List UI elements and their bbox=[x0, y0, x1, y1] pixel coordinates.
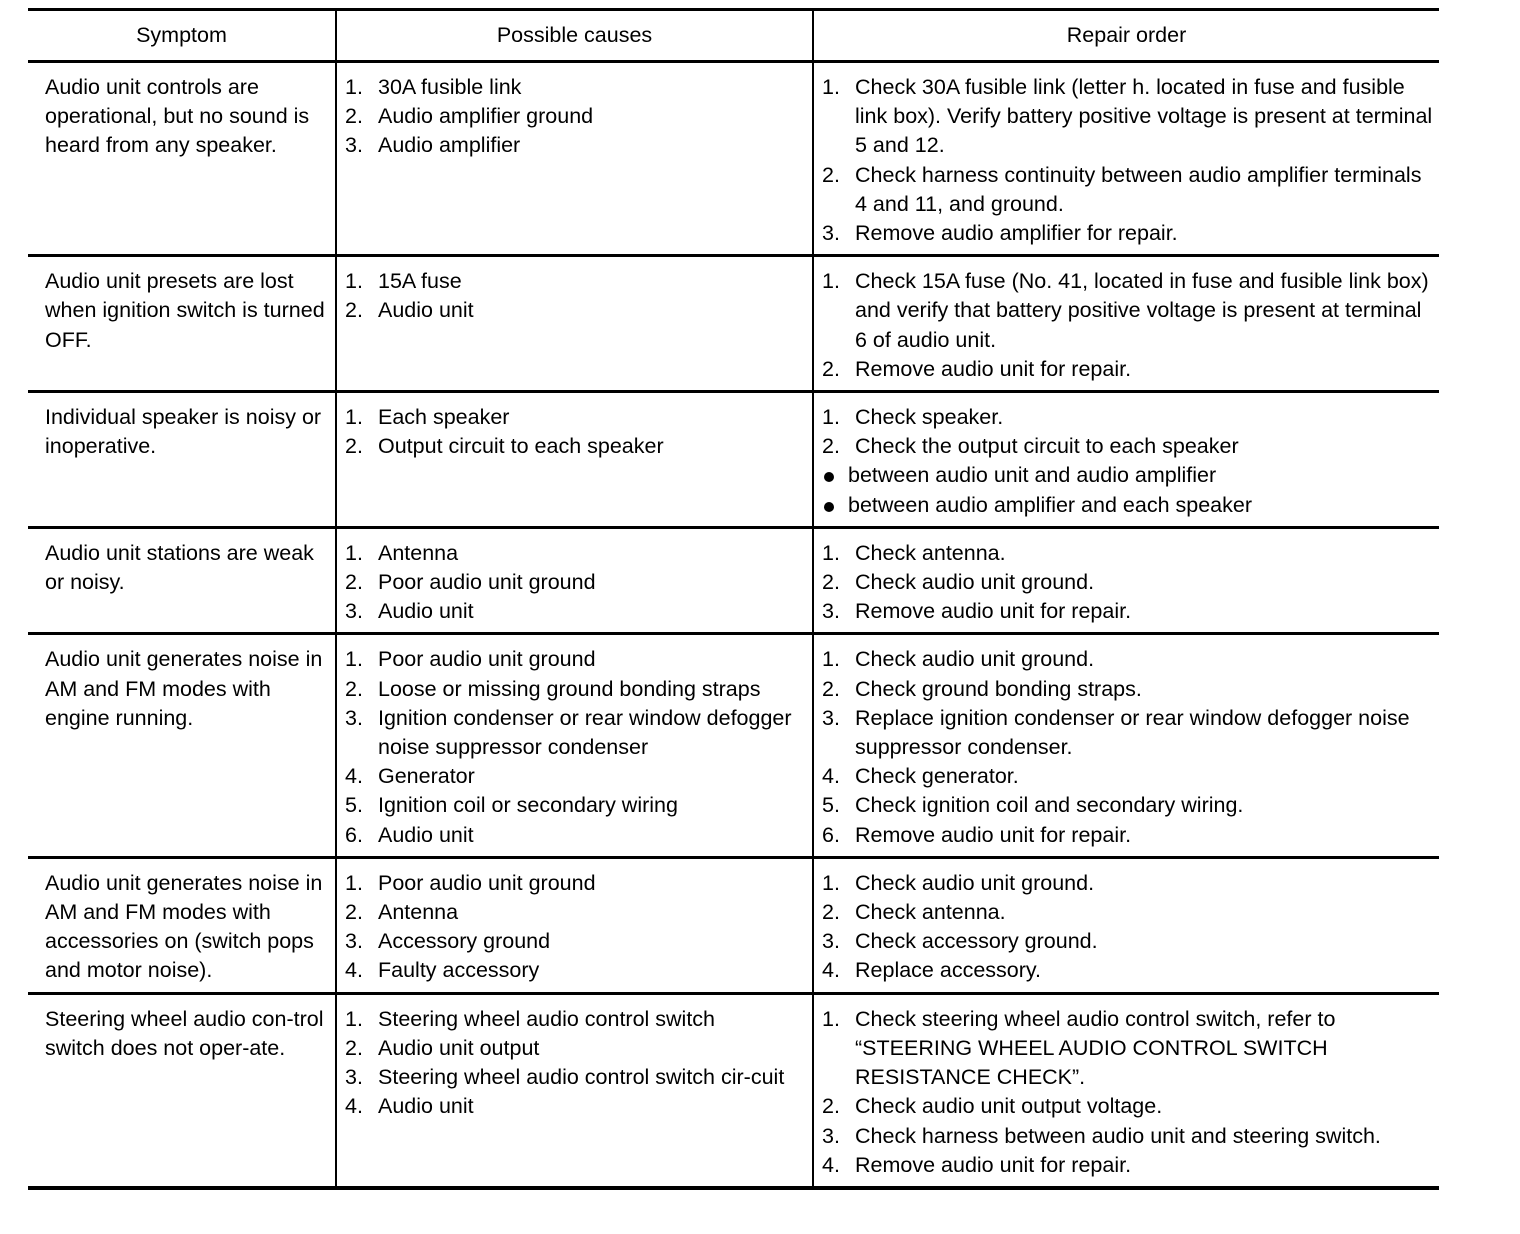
cause-text: Faulty accessory bbox=[378, 958, 540, 983]
repair-step-item bbox=[822, 898, 1435, 927]
possible-causes-cell bbox=[336, 62, 813, 256]
cause-list bbox=[345, 645, 808, 849]
repair-step-list bbox=[822, 403, 1435, 461]
repair-step-item bbox=[822, 956, 1435, 985]
repair-step-number: 2. bbox=[822, 1094, 840, 1119]
cause-number: 2. bbox=[345, 570, 363, 595]
cause-item bbox=[345, 403, 808, 432]
possible-causes-cell bbox=[336, 993, 813, 1188]
repair-step-list bbox=[822, 869, 1435, 986]
header-possible-causes: Possible causes bbox=[336, 10, 813, 62]
repair-step-list bbox=[822, 1005, 1435, 1180]
cause-text: 30A fusible link bbox=[378, 75, 522, 99]
table-row bbox=[28, 634, 1439, 857]
cause-number: 4. bbox=[345, 764, 363, 789]
symptom-cell: Audio unit controls are operational, but no sound is heard from any speaker. bbox=[28, 62, 336, 256]
repair-step-number: 5. bbox=[822, 793, 840, 818]
header-symptom: Symptom bbox=[28, 10, 336, 62]
cause-text: Poor audio unit ground bbox=[378, 870, 596, 895]
repair-step-text: Remove audio amplifier for repair. bbox=[855, 221, 1178, 246]
repair-step-text: Remove audio unit for repair. bbox=[855, 822, 1132, 847]
symptom-cell: Audio unit presets are lost when ignition switch is turned OFF. bbox=[28, 256, 336, 392]
repair-step-item bbox=[822, 1122, 1435, 1151]
cause-item bbox=[345, 675, 808, 704]
cause-number: 1. bbox=[345, 75, 363, 99]
cause-text: Poor audio unit ground bbox=[378, 570, 596, 595]
table-row bbox=[28, 392, 1439, 528]
cause-text: Audio unit bbox=[378, 599, 474, 624]
cause-text: Loose or missing ground bonding straps bbox=[378, 676, 761, 701]
possible-causes-cell bbox=[336, 634, 813, 857]
repair-step-list bbox=[822, 645, 1435, 849]
repair-step-number: 2. bbox=[822, 434, 840, 459]
troubleshooting-table bbox=[28, 8, 1439, 1190]
repair-step-number: 1. bbox=[822, 1006, 840, 1031]
table-row bbox=[28, 527, 1439, 634]
repair-step-item bbox=[822, 161, 1435, 219]
table-body bbox=[28, 62, 1439, 1188]
cause-list bbox=[345, 1005, 808, 1122]
repair-step-list bbox=[822, 267, 1435, 384]
repair-order-cell bbox=[813, 256, 1439, 392]
cause-item bbox=[345, 597, 808, 626]
repair-step-text: Replace accessory. bbox=[855, 958, 1042, 983]
cause-text: Each speaker bbox=[378, 405, 510, 430]
cause-text: Audio amplifier ground bbox=[378, 104, 594, 129]
repair-step-item bbox=[822, 73, 1435, 161]
symptom-cell: Audio unit stations are weak or noisy. bbox=[28, 527, 336, 634]
cause-number: 5. bbox=[345, 793, 363, 818]
possible-causes-cell bbox=[336, 256, 813, 392]
symptom-cell: Steering wheel audio con-trol switch does not oper-ate. bbox=[28, 993, 336, 1188]
cause-text: Output circuit to each speaker bbox=[378, 434, 664, 459]
repair-step-list bbox=[822, 539, 1435, 627]
cause-number: 3. bbox=[345, 133, 363, 158]
cause-item bbox=[345, 267, 808, 296]
cause-text: Antenna bbox=[378, 900, 459, 925]
repair-step-text: Check audio unit ground. bbox=[855, 570, 1095, 595]
cause-item bbox=[345, 1092, 808, 1121]
repair-order-cell bbox=[813, 857, 1439, 993]
repair-step-text: Remove audio unit for repair. bbox=[855, 599, 1132, 624]
repair-step-number: 2. bbox=[822, 162, 840, 187]
repair-step-text: Check audio unit ground. bbox=[855, 870, 1095, 895]
symptom-cell: Individual speaker is noisy or inoperative. bbox=[28, 392, 336, 528]
repair-step-item bbox=[822, 927, 1435, 956]
repair-step-text: Check 30A fusible link (letter h. located in fuse and fusible link box). Verify battery positive voltage is present at terminal 5 and 12. bbox=[855, 75, 1433, 158]
repair-step-number: 2. bbox=[822, 570, 840, 595]
cause-text: Steering wheel audio control switch cir-cuit bbox=[378, 1065, 785, 1090]
cause-number: 3. bbox=[345, 1065, 363, 1090]
repair-step-number: 1. bbox=[822, 269, 840, 294]
repair-step-item bbox=[822, 1092, 1435, 1121]
cause-number: 2. bbox=[345, 1035, 363, 1060]
cause-item bbox=[345, 762, 808, 791]
symptom-cell: Audio unit generates noise in AM and FM modes with engine running. bbox=[28, 634, 336, 857]
cause-text: Audio unit bbox=[378, 298, 474, 323]
cause-text: Ignition condenser or rear window defogger noise suppressor condenser bbox=[378, 705, 792, 760]
repair-bullet-list bbox=[822, 461, 1435, 519]
repair-step-item bbox=[822, 869, 1435, 898]
repair-step-text: Remove audio unit for repair. bbox=[855, 356, 1132, 381]
repair-step-text: Check steering wheel audio control switch, refer to “STEERING WHEEL AUDIO CONTROL SWITCH RESISTANCE CHECK”. bbox=[855, 1006, 1336, 1090]
repair-step-item bbox=[822, 403, 1435, 432]
cause-item bbox=[345, 539, 808, 568]
cause-item bbox=[345, 956, 808, 985]
repair-step-item bbox=[822, 267, 1435, 355]
repair-step-text: Check speaker. bbox=[855, 405, 1004, 430]
cause-text: Audio unit bbox=[378, 1094, 474, 1119]
repair-step-text: Replace ignition condenser or rear window defogger noise suppressor condenser. bbox=[855, 705, 1410, 760]
repair-step-number: 1. bbox=[822, 75, 840, 99]
cause-number: 2. bbox=[345, 900, 363, 925]
header-row bbox=[28, 10, 1439, 62]
repair-step-number: 3. bbox=[822, 1123, 840, 1148]
repair-step-text: Check audio unit output voltage. bbox=[855, 1094, 1163, 1119]
repair-step-number: 4. bbox=[822, 764, 840, 789]
repair-step-list bbox=[822, 73, 1435, 248]
cause-list bbox=[345, 403, 808, 461]
cause-text: Accessory ground bbox=[378, 929, 551, 954]
repair-step-item bbox=[822, 355, 1435, 384]
cause-item bbox=[345, 1034, 808, 1063]
cause-item bbox=[345, 102, 808, 131]
cause-list bbox=[345, 267, 808, 325]
cause-list bbox=[345, 73, 808, 161]
possible-causes-cell bbox=[336, 857, 813, 993]
cause-list bbox=[345, 869, 808, 986]
repair-step-item bbox=[822, 568, 1435, 597]
repair-step-text: Check harness continuity between audio amplifier terminals 4 and 11, and ground. bbox=[855, 162, 1422, 216]
repair-step-item bbox=[822, 539, 1435, 568]
repair-step-number: 6. bbox=[822, 822, 840, 847]
cause-text: 15A fuse bbox=[378, 269, 462, 294]
cause-text: Audio amplifier bbox=[378, 133, 521, 158]
repair-step-text: Check ground bonding straps. bbox=[855, 676, 1142, 701]
cause-text: Antenna bbox=[378, 540, 459, 565]
repair-step-number: 2. bbox=[822, 356, 840, 381]
symptom-cell: Audio unit generates noise in AM and FM modes with accessories on (switch pops and motor noise). bbox=[28, 857, 336, 993]
cause-item bbox=[345, 432, 808, 461]
repair-step-item bbox=[822, 1151, 1435, 1180]
repair-step-item bbox=[822, 791, 1435, 820]
cause-number: 1. bbox=[345, 647, 363, 672]
repair-step-item bbox=[822, 219, 1435, 248]
repair-step-text: Check audio unit ground. bbox=[855, 647, 1095, 672]
repair-order-cell bbox=[813, 527, 1439, 634]
repair-step-number: 3. bbox=[822, 599, 840, 624]
repair-step-number: 3. bbox=[822, 705, 840, 730]
cause-item bbox=[345, 1005, 808, 1034]
cause-item bbox=[345, 1063, 808, 1092]
cause-item bbox=[345, 869, 808, 898]
repair-step-item bbox=[822, 821, 1435, 850]
repair-step-number: 1. bbox=[822, 405, 840, 430]
cause-text: Steering wheel audio control switch bbox=[378, 1006, 716, 1031]
cause-number: 1. bbox=[345, 540, 363, 565]
repair-order-cell bbox=[813, 634, 1439, 857]
cause-item bbox=[345, 296, 808, 325]
repair-order-cell bbox=[813, 392, 1439, 528]
repair-step-text: Remove audio unit for repair. bbox=[855, 1152, 1132, 1177]
repair-step-item bbox=[822, 1005, 1435, 1093]
cause-number: 1. bbox=[345, 1006, 363, 1031]
table-row bbox=[28, 857, 1439, 993]
cause-text: Audio unit bbox=[378, 822, 474, 847]
repair-step-number: 4. bbox=[822, 1152, 840, 1177]
repair-step-number: 1. bbox=[822, 540, 840, 565]
cause-item bbox=[345, 645, 808, 674]
repair-step-number: 2. bbox=[822, 900, 840, 925]
cause-item bbox=[345, 791, 808, 820]
cause-number: 2. bbox=[345, 104, 363, 129]
repair-step-item bbox=[822, 432, 1435, 461]
repair-step-item bbox=[822, 704, 1435, 762]
cause-text: Generator bbox=[378, 764, 475, 789]
header-repair-order: Repair order bbox=[813, 10, 1439, 62]
repair-step-text: Check harness between audio unit and steering switch. bbox=[855, 1123, 1381, 1148]
repair-step-item bbox=[822, 645, 1435, 674]
repair-step-item bbox=[822, 675, 1435, 704]
cause-list bbox=[345, 539, 808, 627]
repair-step-item bbox=[822, 597, 1435, 626]
cause-number: 1. bbox=[345, 269, 363, 294]
cause-item bbox=[345, 568, 808, 597]
cause-number: 3. bbox=[345, 705, 363, 730]
repair-step-number: 2. bbox=[822, 676, 840, 701]
cause-number: 3. bbox=[345, 599, 363, 624]
repair-step-number: 4. bbox=[822, 958, 840, 983]
cause-number: 6. bbox=[345, 822, 363, 847]
repair-step-item bbox=[822, 762, 1435, 791]
repair-step-number: 1. bbox=[822, 647, 840, 672]
table-row bbox=[28, 256, 1439, 392]
cause-item bbox=[345, 821, 808, 850]
cause-number: 2. bbox=[345, 676, 363, 701]
table-header bbox=[28, 10, 1439, 62]
repair-step-text: Check antenna. bbox=[855, 540, 1006, 565]
repair-bullet-item: between audio amplifier and each speaker bbox=[822, 491, 1435, 520]
repair-step-text: Check the output circuit to each speaker bbox=[855, 434, 1239, 459]
cause-item bbox=[345, 927, 808, 956]
repair-order-cell bbox=[813, 993, 1439, 1188]
cause-item bbox=[345, 704, 808, 762]
table-row bbox=[28, 993, 1439, 1188]
repair-step-text: Check 15A fuse (No. 41, located in fuse and fusible link box) and verify that battery positive voltage is present at terminal 6 of audio unit. bbox=[855, 269, 1429, 352]
repair-step-text: Check accessory ground. bbox=[855, 929, 1098, 954]
repair-order-cell bbox=[813, 62, 1439, 256]
cause-text: Ignition coil or secondary wiring bbox=[378, 793, 678, 818]
repair-bullet-item: between audio unit and audio amplifier bbox=[822, 461, 1435, 490]
cause-item bbox=[345, 73, 808, 102]
table-row bbox=[28, 62, 1439, 256]
cause-number: 3. bbox=[345, 929, 363, 954]
cause-item bbox=[345, 131, 808, 160]
repair-step-number: 3. bbox=[822, 929, 840, 954]
cause-text: Poor audio unit ground bbox=[378, 647, 596, 672]
cause-number: 4. bbox=[345, 958, 363, 983]
repair-step-text: Check ignition coil and secondary wiring. bbox=[855, 793, 1244, 818]
cause-number: 4. bbox=[345, 1094, 363, 1119]
possible-causes-cell bbox=[336, 392, 813, 528]
repair-step-text: Check antenna. bbox=[855, 900, 1006, 925]
repair-step-text: Check generator. bbox=[855, 764, 1019, 789]
repair-step-number: 1. bbox=[822, 870, 840, 895]
cause-text: Audio unit output bbox=[378, 1035, 540, 1060]
cause-number: 1. bbox=[345, 870, 363, 895]
cause-item bbox=[345, 898, 808, 927]
cause-number: 2. bbox=[345, 298, 363, 323]
repair-step-number: 3. bbox=[822, 221, 840, 246]
cause-number: 2. bbox=[345, 434, 363, 459]
cause-number: 1. bbox=[345, 405, 363, 430]
possible-causes-cell bbox=[336, 527, 813, 634]
